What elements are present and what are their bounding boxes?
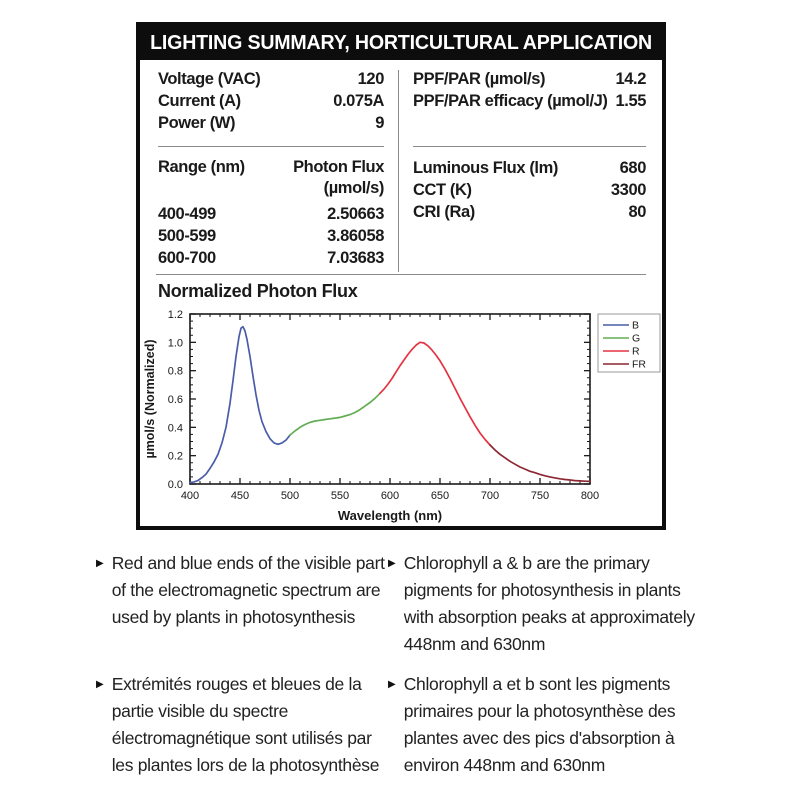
table-row [158,225,384,247]
spec-column-left [158,68,398,272]
bullet-text: Red and blue ends of the visible part of the electromagnetic spectrum are used by plants in photosynthesis [111,553,385,627]
spec-value: 1.55 [615,92,646,110]
svg-text:750: 750 [530,490,550,502]
svg-text:0.0: 0.0 [167,479,183,491]
svg-text:Wavelength (nm): Wavelength (nm) [337,508,443,523]
bullet-arrow-icon: ▶ [96,679,104,690]
bullet-arrow-icon: ▶ [388,558,396,569]
svg-text:550: 550 [330,490,350,502]
svg-text:400: 400 [180,490,200,502]
photometric-specs [413,157,646,223]
divider-right [413,146,646,147]
flux-cell: 3.86058 [327,227,384,245]
svg-text:600: 600 [380,490,400,502]
bullet-notes [96,550,712,779]
range-flux-table [158,157,384,269]
card-title: LIGHTING SUMMARY, HORTICULTURAL APPLICATION [150,31,652,54]
list-item [96,550,388,658]
svg-text:700: 700 [480,490,500,502]
svg-text:1.2: 1.2 [167,309,183,321]
lighting-summary-card [136,22,666,530]
svg-text:0.6: 0.6 [167,394,183,406]
bullet-arrow-icon: ▶ [96,558,104,569]
range-table-rows [158,203,384,269]
list-item [388,550,712,658]
svg-text:0.8: 0.8 [167,365,183,378]
svg-text:FR: FR [632,358,646,371]
spec-value: 80 [628,203,646,221]
flux-col-header: Photon Flux [293,158,384,176]
range-col-header: Range (nm) [158,158,245,176]
chart-area [140,302,662,528]
spec-label: Luminous Flux (lm) [413,159,558,177]
spec-value: 3300 [610,181,646,199]
spec-row-power [158,112,384,134]
svg-text:450: 450 [230,490,250,502]
spec-label: PPF/PAR efficacy (µmol/J) [413,92,608,110]
table-row [158,247,384,269]
table-row [158,203,384,225]
spectrum-chart [140,302,662,528]
bullet-arrow-icon: ▶ [388,679,396,690]
svg-text:650: 650 [430,490,450,502]
svg-text:0.4: 0.4 [167,422,183,435]
svg-text:500: 500 [280,490,300,502]
spec-row-efficacy [413,90,646,112]
card-header [140,26,662,60]
svg-text:µmol/s (Normalized): µmol/s (Normalized) [143,339,157,459]
svg-text:0.2: 0.2 [167,450,183,463]
spec-grid [140,60,662,272]
spec-row-cct [413,179,646,201]
spec-row-cri [413,201,646,223]
chart-title: Normalized Photon Flux [158,281,358,301]
flux-col-unit: (µmol/s) [323,179,384,197]
range-cell: 500-599 [158,227,216,245]
spec-value: 14.2 [615,70,646,88]
spec-value: 0.075A [333,92,384,110]
spec-label: Power (W) [158,114,236,132]
spec-row-lumens [413,157,646,179]
divider-left [158,146,384,147]
svg-text:G: G [632,332,641,345]
spec-value: 680 [619,159,646,177]
svg-text:R: R [632,345,640,358]
svg-text:B: B [632,319,640,332]
electrical-specs [158,68,384,140]
spec-label: CCT (K) [413,181,472,199]
spec-value: 9 [375,114,384,132]
bullet-text: Extrémités rouges et bleues de la partie visible du spectre électromagnétique sont utilisés par les plantes lors de la photosynthèse [111,674,380,775]
svg-text:800: 800 [580,490,600,502]
spec-label: CRI (Ra) [413,203,475,221]
svg-text:1.0: 1.0 [167,337,183,350]
list-item [388,671,712,779]
flux-cell: 7.03683 [327,249,384,267]
range-cell: 400-499 [158,205,216,223]
bullet-text: Chlorophyll a et b sont les pigments primaires pour la photosynthèse des plantes avec des pics d'absorption à environ 448nm and 630nm [403,674,676,775]
list-item [96,671,388,779]
ppf-specs [413,68,646,140]
spec-row-ppf [413,68,646,90]
spec-row-voltage [158,68,384,90]
bullet-text: Chlorophyll a & b are the primary pigments for photosynthesis in plants with absorption peaks at approximately 448nm and 630nm [403,553,695,654]
spec-label: PPF/PAR (µmol/s) [413,70,546,88]
spec-label: Voltage (VAC) [158,70,261,88]
spec-column-right [399,68,646,272]
spec-label: Current (A) [158,92,241,110]
range-table-header [158,157,384,178]
spec-row-current [158,90,384,112]
spec-value: 120 [357,70,384,88]
range-cell: 600-700 [158,249,216,267]
flux-cell: 2.50663 [327,205,384,223]
